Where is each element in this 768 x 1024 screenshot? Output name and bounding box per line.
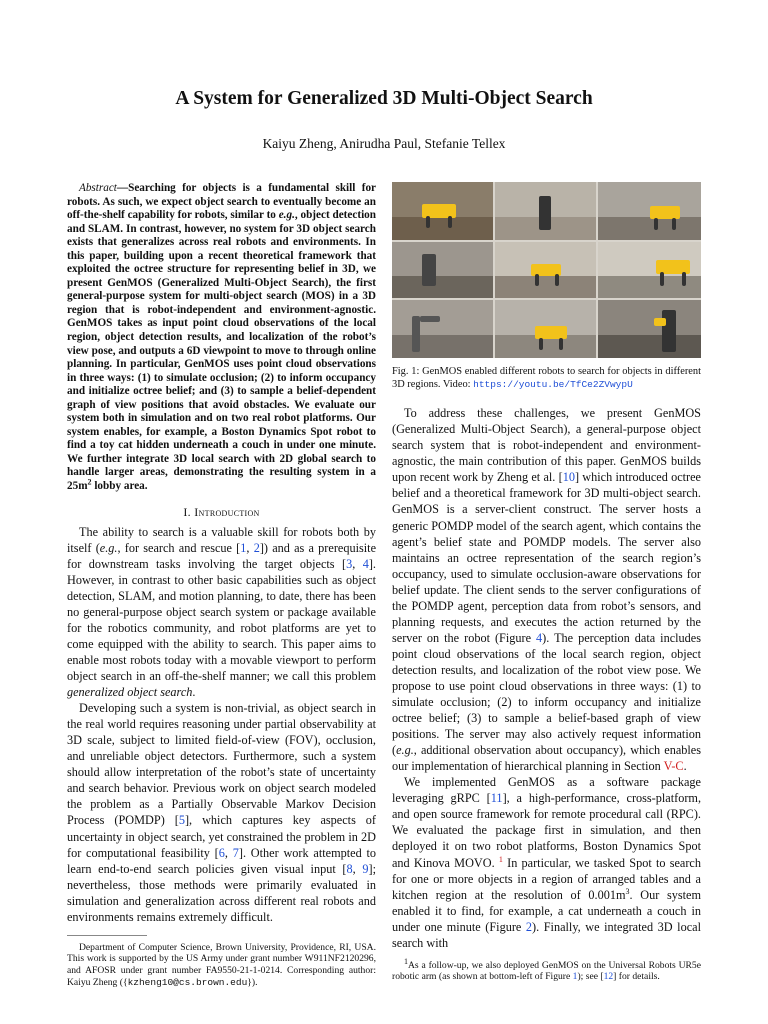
text-run: ,: [352, 556, 363, 571]
intro-paragraph-1: [67, 524, 376, 701]
citation-link[interactable]: 10: [562, 470, 575, 485]
text-run: ]) and as a prerequisite for downstream tasks involving the target objects [: [67, 540, 377, 571]
figure-1-caption: [392, 366, 701, 391]
citation-link[interactable]: 9: [362, 861, 369, 876]
text-run: generalized object search: [67, 685, 193, 700]
text-run: ). The perception data includes point cloud observations of the local search region, object detection results, and localization of the robot view pose. We propose to use point cloud observations in three ways: (1) to simulate occlusion; (2) to inform occupancy and initialize octree belief; (3) to sample a belief-based graph of view positions. The server may also actively request information (: [392, 630, 702, 758]
robot-photo: [495, 300, 596, 358]
abstract-text: , object detection and SLAM. In contrast, however, no system for 3D object search exists that generalizes across real robots and environments. In this paper, building upon a recent theoretical framework that exploited the octree structure for representing belief in 3D, we present GenMOS (Generalized Multi-Object Search), the first general-purpose system for multi-object search (MOS) in a 3D region that is robot-independent and environment-agnostic. GenMOS takes as input point cloud observations of the local region, object detection results, and localization of the robot’s view pose, and outputs a 6D viewpoint to move to through online planning. In particular, GenMOS uses point cloud observations in three ways: (1) to simulate occlusion; (2) to inform occupancy and initialize octree belief; and (3) to sample a belief-dependent graph of view positions that avoid obstacles. We evaluate our system both in simulation and on two real robot platforms. Our system enables, for example, a Boston Dynamics Spot robot to find a toy cat hidden underneath a couch in under one minute. We further integrate 3D local search with 2D global search to handle larger areas, demonstrating the resulting system in a 25m: [67, 209, 376, 493]
paper-title: A System for Generalized 3D Multi-Object Search: [175, 88, 593, 109]
text-run: To address these challenges, we present GenMOS (Generalized Multi-Object Search), a general-purpose object search system that is robot-independent and environment-agnostic, the main contribution of this paper. GenMOS builds upon recent work by Zheng et al. [: [392, 406, 701, 485]
author-list: Kaiyu Zheng, Anirudha Paul, Stefanie Tellex: [262, 136, 506, 151]
text-run: ,: [352, 861, 363, 876]
text-run: Department of Computer Science, Brown University, Providence, RI, USA. This work is supported by the US Army under grant number W911NF2120296, and AFOSR under grant number FA9550-21-1-0214. Corresponding author: Kaiyu Zheng ({: [67, 941, 376, 988]
text-run: ,: [224, 845, 233, 860]
author-email[interactable]: kzheng10@cs.brown.edu: [127, 976, 248, 988]
text-run: ]; nevertheless, those methods were primarily evaluated in simulation and generalization across different real robots and environments remains extremely difficult.: [67, 861, 377, 924]
right-paragraph-1: [392, 405, 701, 774]
superscript: 3: [625, 886, 630, 896]
text-run: ], a high-performance, cross-platform, and open source framework for remote procedural call (RPC). We evaluated the package first in simulation, and then deployed it on two robot platforms, Boston Dynamics Spot and Kinova MOVO.: [392, 791, 702, 870]
text-run: ,: [246, 540, 254, 555]
text-run: In particular, we tasked Spot to search for one or more objects in a region of arranged tables and a kitchen region at the resolution of 0.001m: [392, 855, 701, 902]
text-run: , additional observation about occupancy), which enables our implementation of hierarchical planning in Section: [392, 743, 701, 774]
text-run: , for search and rescue [: [117, 540, 241, 555]
text-run: .: [192, 685, 196, 700]
citation-link[interactable]: 1: [240, 540, 247, 555]
text-run: .: [683, 759, 687, 774]
text-run: ], which captures key aspects of uncertainty in object search, yet constrained the problem in 2D for computational feasibility [: [67, 813, 377, 860]
right-paragraph-2: [392, 774, 701, 951]
abstract-superscript: 2: [87, 477, 92, 487]
text-run: ); see [: [577, 971, 604, 983]
section-name: Introduction: [194, 504, 260, 519]
robot-photo: [598, 182, 701, 240]
text-run: As a follow-up, we also deployed GenMOS on the Universal Robots UR5e robotic arm (as shown at bottom-left of Figure: [392, 959, 701, 983]
section-heading-introduction: [67, 504, 376, 520]
footnote-1: [392, 956, 701, 983]
text-run: The ability to search is a valuable skill for robots both by itself (: [67, 524, 376, 555]
text-run: ] for details.: [613, 971, 660, 983]
robot-photo: [392, 182, 493, 240]
citation-link[interactable]: 6: [218, 845, 225, 860]
text-run: . Our system enabled it to find, for example, a cat underneath a couch in under one minute (Figure: [392, 887, 701, 934]
citation-link[interactable]: 4: [362, 556, 369, 571]
text-run: e.g.: [99, 540, 118, 555]
citation-link[interactable]: 5: [178, 813, 185, 828]
abstract-text: lobby area.: [91, 480, 148, 493]
caption-text: Fig. 1: GenMOS enabled different robots to search for objects in different 3D regions. Video:: [392, 366, 701, 390]
citation-link[interactable]: 8: [346, 861, 353, 876]
figure-link[interactable]: 4: [536, 630, 543, 645]
footnote-divider: [67, 935, 147, 936]
text-run: ). Finally, we integrated 3D local search with: [392, 919, 701, 950]
robot-photo: [598, 242, 701, 298]
robot-photo: [495, 182, 596, 240]
figure-1-image-grid: [392, 182, 701, 358]
left-column: [67, 182, 376, 988]
abstract-eg: e.g.: [278, 209, 295, 222]
robot-photo: [392, 300, 493, 358]
text-run: e.g.: [396, 743, 414, 758]
citation-link[interactable]: 11: [490, 791, 503, 806]
citation-link[interactable]: 7: [232, 845, 239, 860]
video-link[interactable]: https://youtu.be/TfCe2ZVwypU: [473, 378, 633, 390]
abstract-label: Abstract: [79, 182, 117, 194]
text-run: ]. Other work attempted to learn end-to-end search policies given visual input [: [67, 845, 376, 876]
figure-link[interactable]: 2: [525, 919, 533, 934]
abstract: [67, 182, 376, 494]
footnote-marker[interactable]: 1: [498, 854, 503, 864]
footnote-mark: 1: [404, 956, 408, 966]
text-run: }).: [247, 976, 258, 988]
text-run: ] which introduced octree belief and a theoretical framework for 3D multi-object search. GenMOS is a server-client construct. The server hosts a generic POMDP model of the search agent, which contains the agent’s belief state and POMDP models. The server also maintains an octree representation of the search region’s occupancy, used to simulate occlusion-aware observations for belief update. The client sends to the server configurations of the POMDP agent, perception data from robot’s sensors, and planning requests, and executes the action returned by the server on the robot (Figure: [392, 470, 701, 645]
text-run: ]. However, in contrast to other basic capabilities such as object detection, SLAM, and motion planning, to date, there has been no general-purpose object search system or package available for the robotics community, and robot platforms are yet to come equipped with the ability to search. This paper aims to enable most robots today with a movable viewport to perform object search in an off-the-shelf manner; we call this problem: [67, 556, 376, 684]
figure-link[interactable]: 1: [572, 971, 578, 983]
robot-photo: [495, 242, 596, 298]
intro-paragraph-2: [67, 700, 376, 925]
citation-link[interactable]: 2: [253, 540, 260, 555]
robot-photo: [392, 242, 493, 298]
robot-photo: [598, 300, 701, 358]
section-numeral: I.: [183, 504, 191, 519]
text-run: Developing such a system is non-trivial, as object search in the real world requires reasoning under partial observability at 3D scale, subject to limited field-of-view (FOV), occlusion, and unreliable object detectors. Furthermore, such a system should allow interpretation of the robot’s state of uncertainty and search behavior. Previous work on object search modeled the problem as a Partially Observable Markov Decision Process (POMDP) [: [67, 701, 376, 828]
affiliation-footnote: [67, 942, 376, 988]
text-run: We implemented GenMOS as a software package leveraging gRPC [: [392, 775, 701, 806]
citation-link[interactable]: 12: [603, 971, 614, 983]
right-column: [392, 182, 701, 983]
abstract-text: Searching for objects is a fundamental skill for robots. As such, we expect object search to eventually become an off-the-shelf capability for robots, similar to: [67, 182, 376, 222]
section-link[interactable]: V-C: [663, 759, 684, 774]
citation-link[interactable]: 3: [346, 556, 353, 571]
abstract-dash: —: [116, 182, 129, 194]
